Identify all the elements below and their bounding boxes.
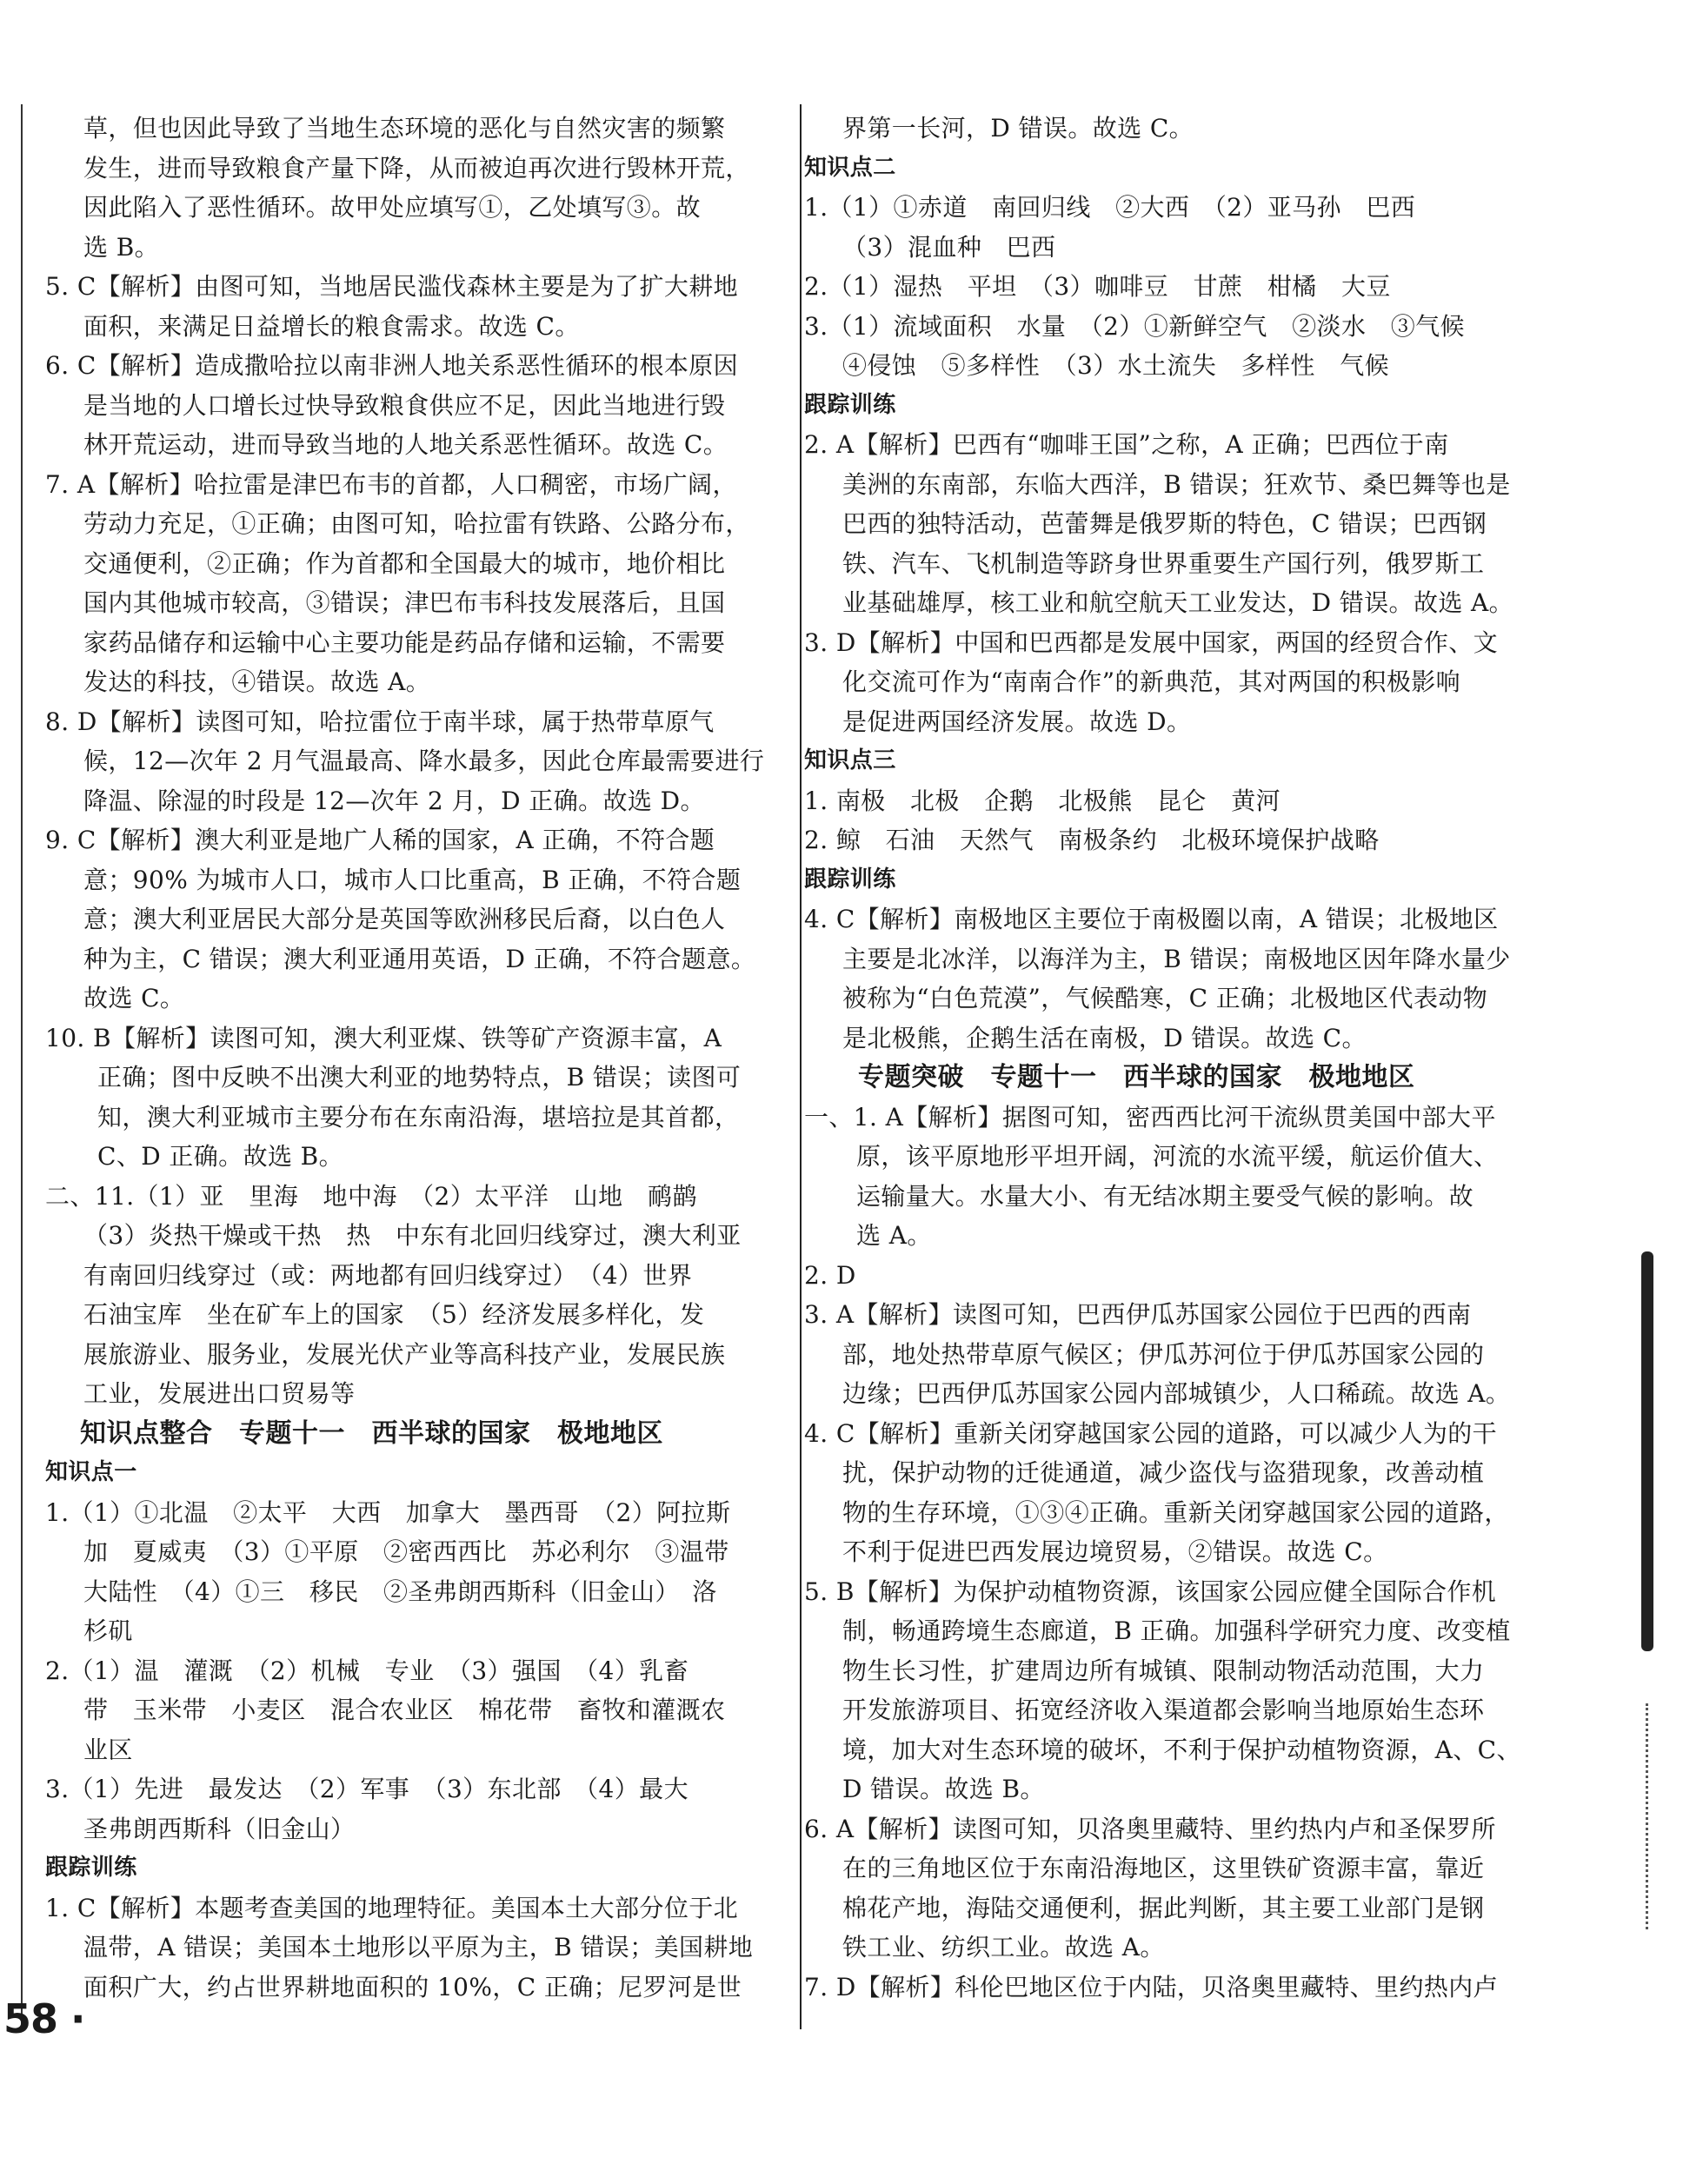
text-line: 大陆性 （4）①三 移民 ②圣弗朗西斯科（旧金山） 洛 xyxy=(83,1577,717,1606)
text-line: 棉花产地，海陆交通便利，据此判断，其主要工业部门是钢 xyxy=(842,1893,1485,1922)
text-line: 家药品储存和运输中心主要功能是药品存储和运输，不需要 xyxy=(83,627,726,657)
text-line: 1. C【解析】本题考查美国的地理特征。美国本土大部分位于北 xyxy=(45,1893,739,1922)
text-line: 6. C【解析】造成撒哈拉以南非洲人地关系恶性循环的根本原因 xyxy=(45,351,739,380)
text-line: 工业，发展进出口贸易等 xyxy=(83,1379,356,1408)
text-line: 1.（1）①北温 ②太平 大西 加拿大 墨西哥 （2）阿拉斯 xyxy=(45,1497,731,1527)
text-line: 发生，进而导致粮食产量下降，从而被迫再次进行毁林开荒， xyxy=(83,153,750,183)
text-line: 2.（1）湿热 平坦 （3）咖啡豆 甘蔗 柑橘 大豆 xyxy=(804,272,1391,301)
text-line: 境，加大对生态环境的破坏，不利于保护动植物资源，A、C、 xyxy=(842,1735,1521,1764)
section-title: 专题突破 专题十一 西半球的国家 极地地区 xyxy=(858,1062,1415,1092)
text-line: 2. D xyxy=(804,1260,856,1290)
text-line: 制，畅通跨境生态廊道，B 正确。加强科学研究力度、改变植 xyxy=(842,1616,1511,1645)
text-line: 运输量大。水量大小、有无结冰期主要受气候的影响。故 xyxy=(856,1181,1474,1211)
text-line: 国内其他城市较高，③错误；津巴布韦科技发展落后，且国 xyxy=(83,588,726,617)
text-line: 是促进两国经济发展。故选 D。 xyxy=(842,707,1192,736)
text-line: 开发旅游项目、拓宽经济收入渠道都会影响当地原始生态环 xyxy=(842,1696,1485,1724)
text-line: 是当地的人口增长过快导致粮食供应不足，因此当地进行毁 xyxy=(83,390,726,420)
text-line: 物生长习性，扩建周边所有城镇、限制动物活动范围，大力 xyxy=(842,1656,1485,1685)
text-line: 3. A【解析】读图可知，巴西伊瓜苏国家公园位于巴西的西南 xyxy=(804,1300,1472,1329)
text-line: 8. D【解析】读图可知，哈拉雷位于南半球，属于热带草原气 xyxy=(45,707,715,736)
text-line: C、D 正确。故选 B。 xyxy=(97,1142,344,1171)
text-line: 3.（1）先进 最发达 （2）军事 （3）东北部 （4）最大 xyxy=(45,1775,688,1803)
text-line: 2. 鲸 石油 天然气 南极条约 北极环境保护战略 xyxy=(804,826,1380,854)
text-line: 6. A【解析】读图可知，贝洛奥里藏特、里约热内卢和圣保罗所 xyxy=(804,1814,1496,1843)
text-line: 业区 xyxy=(83,1735,133,1764)
text-line: 边缘；巴西伊瓜苏国家公园内部城镇少，人口稀疏。故选 A。 xyxy=(842,1379,1511,1408)
text-line: 在的三角地区位于东南沿海地区，这里铁矿资源丰富，靠近 xyxy=(842,1854,1485,1882)
text-line: 7. D【解析】科伦巴地区位于内陆，贝洛奥里藏特、里约热内卢 xyxy=(804,1972,1499,2001)
text-line: 因此陷入了恶性循环。故甲处应填写①，乙处填写③。故 xyxy=(83,193,702,222)
text-line: 意；90% 为城市人口，城市人口比重高，B 正确，不符合题 xyxy=(83,865,742,894)
text-line: 加 夏威夷 （3）①平原 ②密西西比 苏必利尔 ③温带 xyxy=(83,1537,729,1566)
text-line: 劳动力充足，①正确；由图可知，哈拉雷有铁路、公路分布， xyxy=(83,509,750,538)
text-line: 10. B【解析】读图可知，澳大利亚煤、铁等矿产资源丰富，A xyxy=(45,1023,722,1052)
text-line: 美洲的东南部，东临大西洋，B 错误；狂欢节、桑巴舞等也是 xyxy=(842,469,1511,499)
text-line: 1. 南极 北极 企鹅 北极熊 昆仑 黄河 xyxy=(804,786,1281,815)
text-line: 候，12—次年 2 月气温最高、降水最多，因此仓库最需要进行 xyxy=(83,747,765,775)
section-heading: 知识点三 xyxy=(804,747,896,773)
text-line: 意；澳大利亚居民大部分是英国等欧洲移民后裔，以白色人 xyxy=(83,905,726,933)
left-column xyxy=(45,109,775,2007)
text-line: 4. C【解析】重新关闭穿越国家公园的道路，可以减少人为的干 xyxy=(804,1418,1498,1448)
text-line: 交通便利，②正确；作为首都和全国最大的城市，地价相比 xyxy=(83,548,726,578)
text-line: 一、1. A【解析】据图可知，密西西比河干流纵贯美国中部大平 xyxy=(804,1102,1496,1132)
section-heading: 跟踪训练 xyxy=(804,866,896,893)
text-line: 选 B。 xyxy=(83,232,160,262)
text-line: 3.（1）流域面积 水量 （2）①新鲜空气 ②淡水 ③气候 xyxy=(804,311,1465,341)
text-line: 界第一长河，D 错误。故选 C。 xyxy=(842,114,1194,143)
text-line: 物的生存环境，①③④正确。重新关闭穿越国家公园的道路， xyxy=(842,1497,1509,1527)
text-line: 草，但也因此导致了当地生态环境的恶化与自然灾害的频繁 xyxy=(83,114,726,143)
text-line: 杉矶 xyxy=(83,1616,133,1645)
text-line: 扰，保护动物的迁徙通道，减少盗伐与盗猎现象，改善动植 xyxy=(842,1458,1485,1487)
text-line: 带 玉米带 小麦区 混合农业区 棉花带 畜牧和灌溉农 xyxy=(83,1696,726,1724)
page-number: 58 · xyxy=(3,1995,85,2042)
text-line: ④侵蚀 ⑤多样性 （3）水土流失 多样性 气候 xyxy=(842,351,1390,380)
text-line: 选 A。 xyxy=(856,1221,932,1250)
text-line: 有南回归线穿过（或：两地都有回归线穿过） （4）世界 xyxy=(83,1260,693,1290)
left-margin-rule xyxy=(21,104,23,2025)
text-line: 5. B【解析】为保护动植物资源，该国家公园应健全国际合作机 xyxy=(804,1577,1497,1606)
binding-edge-dots xyxy=(1646,1703,1653,1929)
text-line: 铁工业、纺织工业。故选 A。 xyxy=(842,1933,1165,1962)
text-line: 正确；图中反映不出澳大利亚的地势特点，B 错误；读图可 xyxy=(97,1063,742,1092)
text-line: 主要是北冰洋，以海洋为主，B 错误；南极地区因年降水量少 xyxy=(842,944,1511,973)
text-line: 巴西的独特活动，芭蕾舞是俄罗斯的特色，C 错误；巴西钢 xyxy=(842,509,1487,538)
text-line: 面积，来满足日益增长的粮食需求。故选 C。 xyxy=(83,311,580,341)
section-heading: 跟踪训练 xyxy=(804,391,896,418)
text-line: 铁、汽车、飞机制造等跻身世界重要生产国行列，俄罗斯工 xyxy=(842,548,1485,578)
text-line: 不利于促进巴西发展边境贸易，②错误。故选 C。 xyxy=(842,1537,1388,1566)
text-line: 二、11.（1）亚 里海 地中海 （2）太平洋 山地 鸸鹋 xyxy=(45,1181,697,1211)
text-line: 降温、除湿的时段是 12—次年 2 月，D 正确。故选 D。 xyxy=(83,786,705,815)
right-column xyxy=(804,109,1534,2007)
text-line: 种为主，C 错误；澳大利亚通用英语，D 正确，不符合题意。 xyxy=(83,944,756,973)
text-line: 1.（1）①赤道 南回归线 ②大西 （2）亚马孙 巴西 xyxy=(804,193,1416,222)
text-line: 7. A【解析】哈拉雷是津巴布韦的首都，人口稠密，市场广阔， xyxy=(45,469,737,499)
section-heading: 知识点二 xyxy=(804,154,896,181)
text-line: 业基础雄厚，核工业和航空航天工业发达，D 错误。故选 A。 xyxy=(842,588,1514,617)
text-line: 化交流可作为“南南合作”的新典范，其对两国的积极影响 xyxy=(842,667,1461,696)
section-heading: 跟踪训练 xyxy=(45,1855,137,1881)
text-line: 部，地处热带草原气候区；伊瓜苏河位于伊瓜苏国家公园的 xyxy=(842,1339,1485,1369)
text-line: 4. C【解析】南极地区主要位于南极圈以南，A 错误；北极地区 xyxy=(804,905,1499,933)
text-line: D 错误。故选 B。 xyxy=(842,1775,1045,1803)
text-line: 面积广大，约占世界耕地面积的 10%，C 正确；尼罗河是世 xyxy=(83,1972,742,2001)
section-heading: 知识点一 xyxy=(45,1459,137,1485)
text-line: 圣弗朗西斯科（旧金山） xyxy=(83,1814,356,1843)
text-line: 知，澳大利亚城市主要分布在东南沿海，堪培拉是其首都， xyxy=(97,1102,740,1132)
text-line: 2. A【解析】巴西有“咖啡王国”之称，A 正确；巴西位于南 xyxy=(804,430,1449,459)
text-line: 9. C【解析】澳大利亚是地广人稀的国家，A 正确，不符合题 xyxy=(45,826,715,854)
text-line: 温带，A 错误；美国本土地形以平原为主，B 错误；美国耕地 xyxy=(83,1933,754,1962)
text-line: 是北极熊，企鹅生活在南极，D 错误。故选 C。 xyxy=(842,1023,1367,1052)
section-title: 知识点整合 专题十一 西半球的国家 极地地区 xyxy=(80,1417,663,1449)
text-line: 林开荒运动，进而导致当地的人地关系恶性循环。故选 C。 xyxy=(83,430,728,459)
text-line: 5. C【解析】由图可知，当地居民滥伐森林主要是为了扩大耕地 xyxy=(45,272,739,301)
text-line: （3）混血种 巴西 xyxy=(842,232,1056,262)
text-line: 原，该平原地形平坦开阔，河流的水流平缓，航运价值大、 xyxy=(856,1142,1499,1171)
text-line: 3. D【解析】中国和巴西都是发展中国家，两国的经贸合作、文 xyxy=(804,627,1499,657)
text-line: （3）炎热干燥或干热 热 中东有北回归线穿过，澳大利亚 xyxy=(83,1221,742,1250)
text-line: 石油宝库 坐在矿车上的国家 （5）经济发展多样化，发 xyxy=(83,1300,705,1329)
binding-edge-shadow xyxy=(1641,1251,1653,1651)
text-line: 发达的科技，④错误。故选 A。 xyxy=(83,667,431,696)
text-line: 被称为“白色荒漠”，气候酷寒，C 正确；北极地区代表动物 xyxy=(842,984,1488,1012)
text-line: 故选 C。 xyxy=(83,984,185,1012)
column-divider xyxy=(800,104,802,2029)
text-line: 展旅游业、服务业，发展光伏产业等高科技产业，发展民族 xyxy=(83,1339,726,1369)
text-line: 2.（1）温 灌溉 （2）机械 专业 （3）强国 （4）乳畜 xyxy=(45,1656,688,1685)
